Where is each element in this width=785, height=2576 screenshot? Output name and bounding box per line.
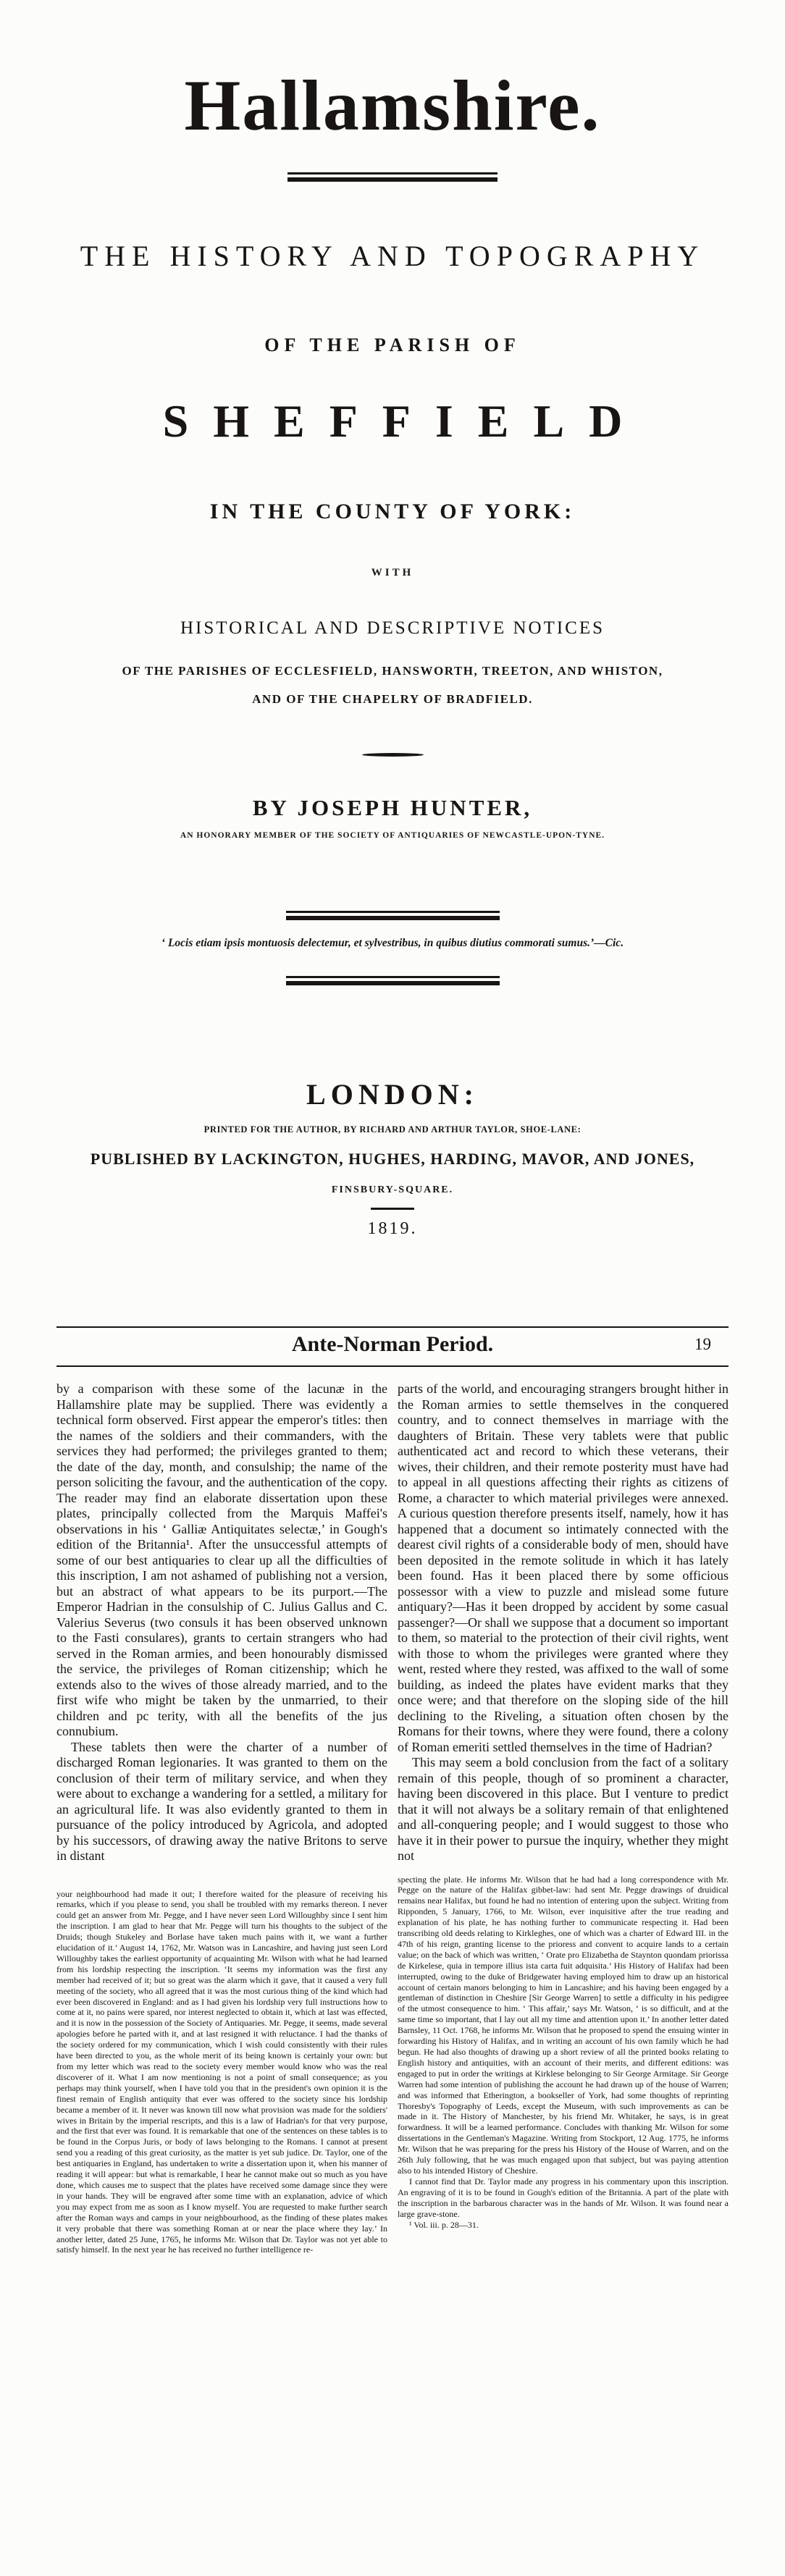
book-masthead-title: Hallamshire. [184,65,601,146]
imprint-printer-line: PRINTED FOR THE AUTHOR, BY RICHARD AND ARTHUR TAYLOR, SHOE-LANE: [203,1124,582,1135]
latin-epigraph: ‘ Locis etiam ipsis montuosis delectemur, et sylvestribus, in quibus diutius commorati sumus.’—Cic. [161,937,624,949]
text-page [56,1326,729,2255]
footnote-paragraph: specting the plate. He informs Mr. Wilson that he had had a long correspondence with Mr. Pegge on the nature of the Halifax gibbet-law: had sent Mr. Pegge drawings of druidical remains near Halifax, but found he had no intention of entering upon the subject. Writing from Ripponden, 5 January, 1766, to Mr. Wilson, ever inquisitive after the true reading and explanation of his plate, he has nothing further to communicate respecting it. Had been transcribing old deeds relating to Kirkleghes, one of which was a charter of Edward III. in the 47th of his reign, granting license to the prioress and convent to acquire lands to a certain value; on the back of which was written, ‘ Orate pro Elizabetha de Staynton quondam priorissa de Kirkelese, quia in tempore illius ista carta fuit adquisita.’ His History of Halifax had been interrupted, owing to the duke of Bridgewater having employed him to draw up an historical account of certain manors belonging to him in Lancashire; and his having been engaged by a gentleman of distinction in Cheshire [Sir George Warren] to settle a difficulty in his pedigree of the utmost consequence to him. ‘ This affair,’ says Mr. Watson, ‘ is so difficult, and at the same time so important, that I lay out all my time and attention upon it.’ In another letter dated Barnsley, 11 Oct. 1768, he informs Mr. Wilson that he proposed to spend the ensuing winter in forwarding his History of Halifax, and in writing an account of his own family which he had begun. He had also thoughts of drawing up a short review of all the printed books relating to English history and antiquities, with an account of their merits, and different editions: was engaged to put in order the writings at Kirklese belonging to Sir George Armitage. Sir George Warren had some intention of publishing the account he had drawn up of the house of Warren; and was informed that Etherington, a bookseller of York, had some thoughts of reprinting Thoresby's Topography of Leeds, except the Museum, with such improvements as can be made in it. The History of Manchester, by his friend Mr. Whitaker, he says, is in great forwardness. It will be a learned performance. Concludes with thanking Mr. Wilson for some dissertations in the Gentleman's Magazine. Writing from Stockport, 12 Aug. 1775, he informs Mr. Wilson that he was preparing for the press his History of the House of Warren, and on the 26th July following, that he was much engaged upon that subject, but was paying attention also to his intended History of Cheshire. [398,1874,729,2176]
title-word-with: WITH [371,567,414,578]
imprint-publisher-line: PUBLISHED BY LACKINGTON, HUGHES, HARDING, MAVOR, AND JONES, [90,1150,695,1168]
double-rule [286,911,500,920]
page-number: 19 [694,1335,711,1353]
imprint-address-line: FINSBURY-SQUARE. [331,1184,454,1195]
title-line-history-topography: THE HISTORY AND TOPOGRAPHY [80,240,705,272]
double-rule [287,172,498,182]
right-column-main-text [398,1381,729,1864]
author-credentials: AN HONORARY MEMBER OF THE SOCIETY OF ANTIQUARIES OF NEWCASTLE-UPON-TYNE. [180,831,605,840]
body-paragraph: These tablets then were the charter of a number of discharged Roman legionaries. It was granted to them on the conclusion of their term of military service, and when they were about to exchange a wandering for a settled, a military for an agricultural life. It was also evidently granted to them in pursuance of the policy introduced by Agricola, and adopted by his successors, of drawing away the native Britons to serve in distant [56,1739,387,1863]
subtitle-historical-notices: HISTORICAL AND DESCRIPTIVE NOTICES [180,618,605,638]
right-column-footnote [398,1874,729,2231]
two-column-text [56,1381,729,2255]
header-rule-bottom [56,1365,729,1367]
left-column-footnote [56,1889,387,2256]
subtitle-chapelry-bradfield: AND OF THE CHAPELRY OF BRADFIELD. [252,692,533,706]
rule-line [287,177,498,182]
footnote-paragraph: your neighbourhood had made it out; I therefore waited for the pleasure of receiving his remarks, which if you please to send, you shall be troubled with my remarks thereon. I never could get an answer from Mr. Pegge, and I have never seen Lord Willoughby since I sent him the inscription. I am glad to hear that Mr. Pegge will turn his thoughts to the subject of the Druids; though Stukeley and Borlase have taken much pains with it, we want a further elucidation of it.’ August 14, 1762, Mr. Watson was in Lancashire, and having just seen Lord Willoughby takes the earliest opportunity of acquainting Mr. Wilson with what he had learned from his lordship respecting the inscription. ‘It seems my information was the first any member had received of it; but so great was the alarm which it gave, that it caused a very full meeting of the society, who all agreed that it was the most curious thing of the kind which had ever been discovered in England: and as I had given his lordship very full instructions how to come at it, no pains were spared, nor interest neglected to obtain it, which at last was effected, and it is now in the possession of the Society of Antiquaries. Mr. Pegge, it seems, made several apologies before he parted with it, and at last resigned it with reluctance. I had the thanks of the society ordered for my communication, which I wish could consistently with their rules have been directed to you, as the whole merit of its being known is certainly your own: but from my letter which was read to the society every member would know who was the real discoverer of it. What I am now mentioning is not a point of small consequence; as you perhaps may think yourself, when I have told you that in the president's own opinion it is the finest remain of English antiquity that ever was offered to the society since his lordship became a member of it. It never was known till now what provision was made for the soldiers' wives in Britain by the imperial rescripts, and this is a law of Hadrian's for that very purpose, and the first that ever was found. It is remarkable that one of the sentences on these tables is to be found in the Corpus Juris, or body of laws belonging to the Romans. I cannot at present send you a reading of this great curiosity, as the matter is yet sub judice. Dr. Taylor, one of the best antiquaries in England, has undertaken to write a dissertation upon it, when his manner of reading it will appear: but what is remarkable, I hear he cannot make out so much as you have done, which causes me to suspect that the plates have received some damage since they were in your hands. They will be engraved after some time with an explanation, advice of which you may expect from me as soon as I know myself. You are requested to make further search after the Roman ways and camps in your neighbourhood, as the finding of these plates makes it very probable that there was something Roman at or near the place where they lay.’ In another letter, dated 25 June, 1765, he informs Mr. Wilson that Dr. Taylor was not yet able to satisfy himself. In the next year he has received no further intelligence re- [56,1888,387,2255]
body-paragraph: by a comparison with these some of the lacunæ in the Hallamshire plate may be supplied. There was evidently a technical form observed. First appear the emperor's titles: then the names of the soldiers and their commanders, with the services they had performed; the privileges granted to them; the date of the day, month, and consulship; the name of the person soliciting the favour, and the authentication of the copy. The reader may find an elaborate dissertation upon these plates, principally collected from the Marquis Maffei's observations in his ‘ Galliæ Antiquitates selectæ,’ in Gough's edition of the Britannia¹. After the unsuccessful attempts of some of our best antiquaries to clear up all the difficulties of this inscription, I am not ashamed of publishing not a version, but an abstract of what appears to be its purport.—The Emperor Hadrian in the consulship of C. Julius Gallus and C. Valerius Severus (two consuls it has been observed unknown to the Fasti consulares), grants to certain strangers who had served in the Roman armies, and been honourably dismissed the service, the privileges of Roman citizenship; which he extends also to the wives of those already married, and to the first wife who might be taken by the unmarried, to their children and pc terity, with all the benefits of the jus connubium. [56,1381,387,1738]
double-rule [286,976,500,985]
title-line-of-the-parish-of: OF THE PARISH OF [264,334,521,355]
running-header [56,1328,729,1365]
footnote-reference: ¹ Vol. iii. p. 28—31. [409,2219,479,2230]
rule-line [286,916,500,920]
subtitle-parishes-list: OF THE PARISHES OF ECCLESFIELD, HANSWORTH, TREETON, AND WHISTON, [122,664,663,678]
rule-line [286,981,500,985]
body-paragraph: parts of the world, and encouraging strangers brought hither in the Roman armies to settle themselves in the conquered country, and to connect themselves in marriage with the daughters of Britain. These very tablets were that public authenticated act and record to which these veterans, their wives, their children, and their remote posterity must have had to appeal in all questions affecting their rights as citizens of Rome, a character to which material privileges were annexed. A curious question therefore presents itself, namely, how it has happened that a document so intimately connected with the dearest civil rights of a considerable body of men, should have been deposited in the remote solitude in which it has lately been found. Has it been placed there by some officious possessor with a view to puzzle and mislead some future antiquary?—Has it been dropped by accident by some casual passenger?—Or shall we suppose that a document so important to them, so material to the protection of their civil rights, went with those to whom the privileges were granted where they went, rested where they rested, was affixed to the wall of some building, as indeed the plates have evident marks that they once were; and that therefore on the sloping side of the hill declining to the Riveling, a situation often chosen by the Romans for their towns, where they were found, there a colony of Roman emeriti settled themselves in the time of Hadrian? [398,1381,729,1754]
author-byline: BY JOSEPH HUNTER, [252,795,533,820]
left-column [56,1381,387,2255]
body-paragraph: This may seem a bold conclusion from the fact of a solitary remain of this people, though of so prominent a character, having been discovered in this place. But I venture to predict that it will not always be a solitary remain of that enlightened and all-conquering people; and I would suggest to those who have it in their power to pursue the inquiry, whether they might not [398,1755,729,1863]
title-line-sheffield: SHEFFIELD [162,395,647,447]
short-rule [371,1208,414,1210]
title-line-county-of-york: IN THE COUNTY OF YORK: [209,500,576,523]
footnote-paragraph: I cannot find that Dr. Taylor made any progress in his commentary upon this inscription. An engraving of it is to be found in Gough's edition of the Britannia. A part of the plate with the inscription in the barbarous character was in the hands of Mr. Wilson. It was found near a large grave-stone. [398,2176,729,2219]
right-column [398,1381,729,2255]
imprint-year: 1819. [367,1219,418,1238]
imprint-city: LONDON: [306,1078,479,1111]
running-header-title: Ante-Norman Period. [291,1332,494,1356]
lens-rule-ornament [362,753,424,757]
left-column-main-text [56,1381,387,1864]
